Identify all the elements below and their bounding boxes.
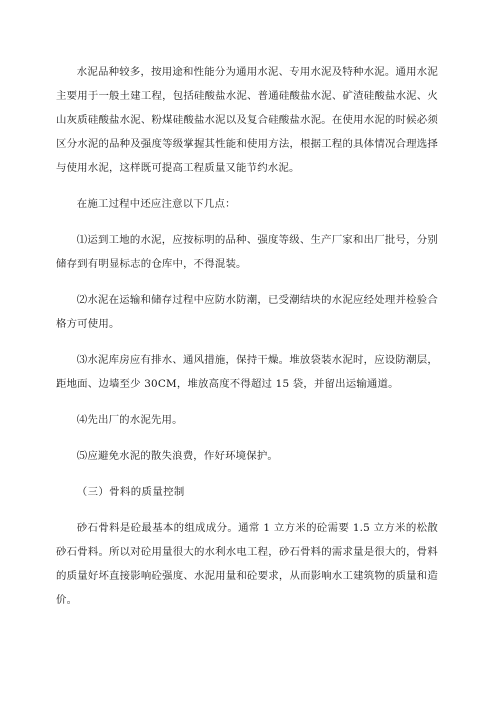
paragraph-item-4: ⑷先出厂的水泥先用。 [76, 414, 183, 426]
section-heading: （三）骨料的质量控制 [76, 486, 185, 498]
paragraph-aggregate: 砂石骨料是砼最基本的组成成分。通常 1 立方米的砼需要 1.5 立方米的松散砂石骨料。所以对砼用量很大的水利水电工程，砂石骨料的需求量是很大的，骨料的质量好坏直接影响砼强度、水泥用量和砼要求，从而影响水工建筑物的质量和造价。 [56, 522, 438, 606]
paragraph-notes-intro: 在施工过程中还应注意以下几点： [76, 198, 236, 210]
paragraph-item-5: ⑸应避免水泥的散失浪费，作好环境保护。 [76, 450, 279, 462]
paragraph-item-3: ⑶水泥库房应有排水、通风措施，保持干燥。堆放袋装水泥时，应设防潮层，距地面、边墙至少 30CM，堆放高度不得超过 15 袋，并留出运输通道。 [56, 354, 438, 390]
document-body [56, 60, 438, 612]
paragraph-cement-types: 水泥品种较多，按用途和性能分为通用水泥、专用水泥及特种水泥。通用水泥主要用于一般土建工程，包括硅酸盐水泥、普通硅酸盐水泥、矿渣硅酸盐水泥、火山灰质硅酸盐水泥、粉煤硅酸盐水泥以及复合硅酸盐水泥。在使用水泥的时候必须区分水泥的品种及强度等级掌握其性能和使用方法，根据工程的具体情况合理选择与使用水泥，这样既可提高工程质量又能节约水泥。 [56, 66, 438, 174]
paragraph-item-2: ⑵水泥在运输和储存过程中应防水防潮，已受潮结块的水泥应经处理并检验合格方可使用。 [56, 294, 438, 330]
paragraph-item-1: ⑴运到工地的水泥，应按标明的品种、强度等级、生产厂家和出厂批号，分别储存到有明显标志的仓库中，不得混装。 [56, 234, 438, 270]
